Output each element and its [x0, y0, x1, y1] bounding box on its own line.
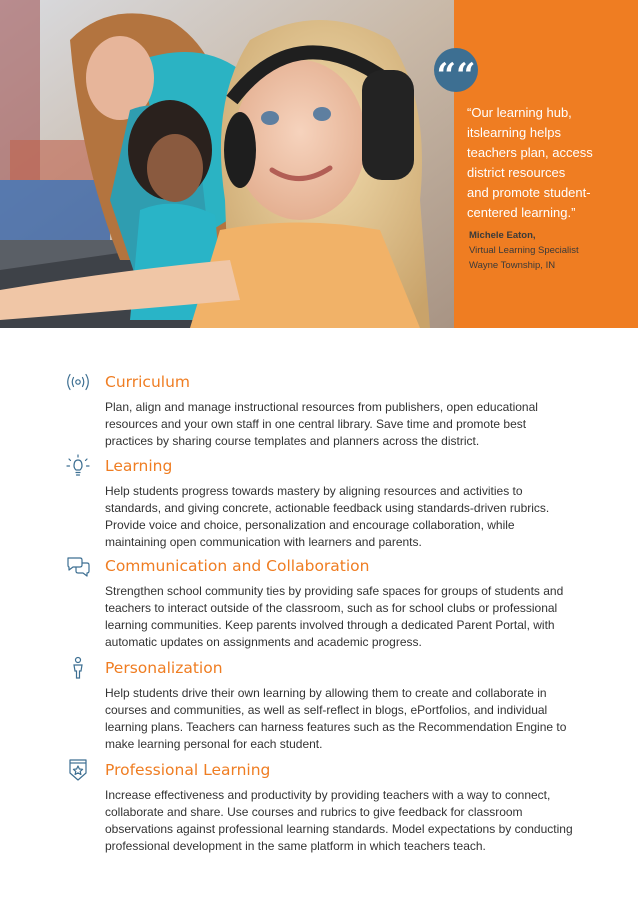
feature-title: Curriculum: [105, 373, 191, 391]
star-badge-icon: [64, 758, 92, 782]
author-location: Wayne Township, IN: [469, 260, 556, 271]
classroom-photo: [0, 0, 454, 328]
testimonial-quote: [467, 103, 627, 223]
feature-body: Help students progress towards mastery by aligning resources and activities to standards, and giving concrete, actionable feedback using standards-driven rubrics. Provide voice and choice, personalization and encourage collaboration, while maintaining open communication with learners and parents.: [105, 484, 550, 549]
feature-title: Personalization: [105, 659, 223, 677]
feature-body: Help students drive their own learning by allowing them to create and collaborate in courses and communities, as well as self-reflect in blogs, ePortfolios, and individual learning plans. Teachers can harness features such as the Recommendation Engine to make learning personal for each student.: [105, 686, 567, 751]
lightbulb-icon: [64, 454, 92, 478]
feature-body: Increase effectiveness and productivity by providing teachers with a way to connect, collaborate and share. Use courses and rubrics to give feedback for classroom observations against professional learning standards. Model expectations by conducting professional development in the same platform in which teachers teach.: [105, 788, 573, 853]
feature-title: Learning: [105, 457, 173, 475]
quote-line: teachers plan, access: [467, 145, 593, 160]
feature-body: Plan, align and manage instructional resources from publishers, open educational resources and your own staff in one central library. Save time and promote best practices by sharing course templates and planners across the district.: [105, 400, 538, 448]
hero-banner: [0, 0, 638, 328]
quote-line: district resources: [467, 165, 566, 180]
quote-attribution: [469, 228, 629, 273]
quote-line: and promote student-: [467, 185, 591, 200]
quote-line: centered learning.”: [467, 205, 576, 220]
quote-line: “Our learning hub,: [467, 105, 572, 120]
author-name: Michele Eaton,: [469, 230, 536, 241]
broadcast-icon: [64, 370, 92, 394]
chat-bubbles-icon: [64, 554, 92, 578]
feature-body: Strengthen school community ties by providing safe spaces for groups of students and teachers to interact outside of the classroom, such as for school clubs or professional learning communities. Keep parents involved through a dedicated Parent Portal, with automatic updates on assignments and academic progress.: [105, 584, 564, 649]
person-icon: [64, 656, 92, 680]
quote-line: itslearning helps: [467, 125, 561, 140]
author-role: Virtual Learning Specialist: [469, 245, 579, 256]
feature-title: Communication and Collaboration: [105, 557, 370, 575]
quote-mark-icon: ““: [434, 48, 478, 92]
feature-title: Professional Learning: [105, 761, 271, 779]
